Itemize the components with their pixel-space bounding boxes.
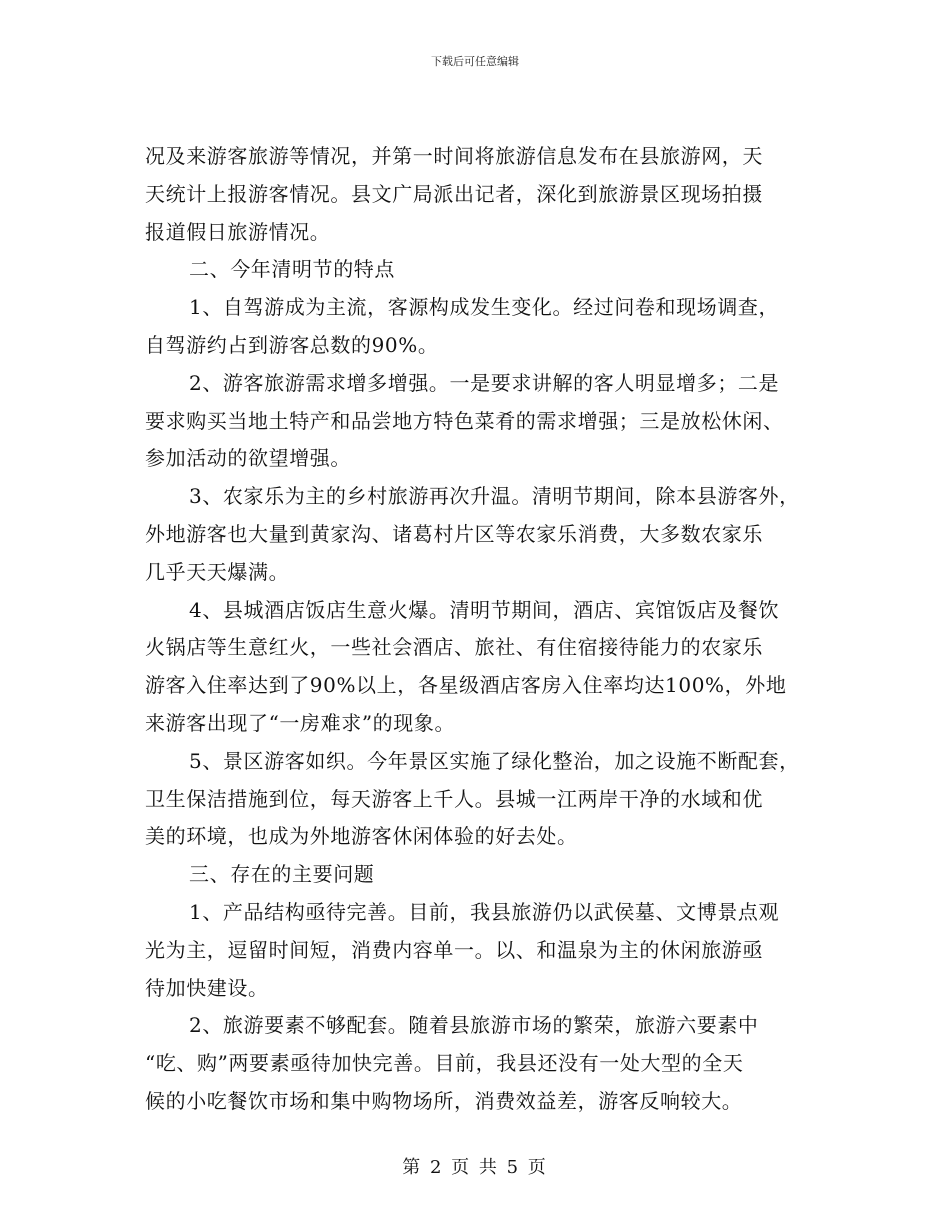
text-line: 候的小吃餐饮市场和集中购物场所，消费效益差，游客反响较大。	[145, 1088, 743, 1113]
text-line: 游客入住率达到了90%以上，各星级酒店客房入住率均达100%，外地	[145, 673, 787, 698]
text-line: 外地游客也大量到黄家沟、诸葛村片区等农家乐消费，大多数农家乐	[145, 521, 763, 546]
text-line: 参加活动的欲望增强。	[145, 446, 351, 471]
text-line: 要求购买当地土特产和品尝地方特色菜肴的需求增强；三是放松休闲、	[145, 408, 784, 433]
text-line: 来游客出现了“一房难求”的现象。	[145, 710, 456, 735]
text-line: 待加快建设。	[145, 975, 269, 1000]
text-line: 报道假日旅游情况。	[145, 219, 331, 244]
text-line: 2、游客旅游需求增多增强。一是要求讲解的客人明显增多；二是	[189, 370, 780, 395]
text-line: 火锅店等生意红火，一些社会酒店、旅社、有住宿接待能力的农家乐	[145, 635, 763, 660]
text-line: 况及来游客旅游等情况，并第一时间将旅游信息发布在县旅游网，天	[145, 144, 763, 168]
text-line: 3、农家乐为主的乡村旅游再次升温。清明节期间，除本县游客外，	[189, 484, 800, 509]
text-line: 天统计上报游客情况。县文广局派出记者，深化到旅游景区现场拍摄	[145, 181, 763, 206]
text-line: 5、景区游客如织。今年景区实施了绿化整治，加之设施不断配套，	[189, 748, 800, 773]
text-line: 卫生保洁措施到位，每天游客上千人。县城一江两岸干净的水域和优	[145, 786, 763, 811]
page-number: 第 2 页 共 5 页	[402, 1157, 548, 1178]
text-line: 1、产品结构亟待完善。目前，我县旅游仍以武侯墓、文博景点观	[189, 899, 780, 924]
text-line: 1、自驾游成为主流，客源构成发生变化。经过问卷和现场调查，	[189, 295, 780, 320]
text-line: 2、旅游要素不够配套。随着县旅游市场的繁荣，旅游六要素中	[189, 1013, 759, 1038]
text-line: 几乎天天爆满。	[145, 559, 290, 584]
text-line: 三、存在的主要问题	[189, 862, 375, 887]
text-line: 4、县城酒店饭店生意火爆。清明节期间，酒店、宾馆饭店及餐饮	[189, 597, 780, 622]
text-line: 自驾游约占到游客总数的90%。	[145, 332, 439, 357]
document-body	[145, 138, 805, 1121]
text-line: 光为主，逗留时间短，消费内容单一。以、和温泉为主的休闲旅游亟	[145, 937, 763, 962]
page-header: 下载后可任意编辑	[431, 55, 519, 68]
text-line: 二、今年清明节的特点	[189, 257, 395, 282]
text-line: 美的环境，也成为外地游客休闲体验的好去处。	[145, 824, 578, 849]
text-line: “吃、购”两要素亟待加快完善。目前，我县还没有一处大型的全天	[145, 1051, 744, 1076]
